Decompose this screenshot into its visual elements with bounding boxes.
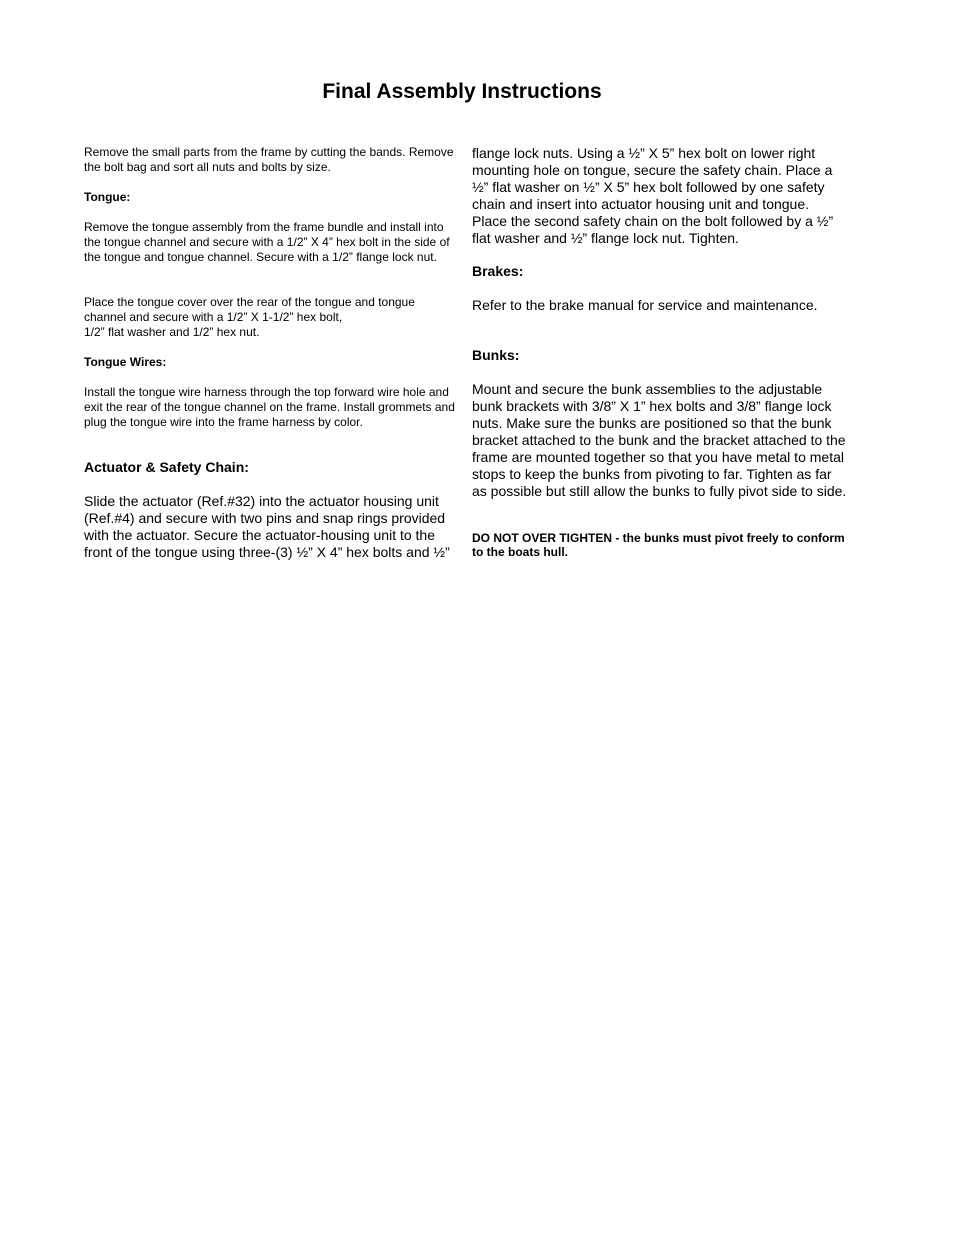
tongue-cover-paragraph — [84, 295, 456, 340]
actuator-heading: Actuator & Safety Chain: — [84, 459, 249, 475]
warning-note: DO NOT OVER TIGHTEN - the bunks must pivot freely to conform to the boats hull. — [472, 531, 845, 559]
tongue-cover-line: 1/2” flat washer and 1/2” hex nut. — [84, 325, 260, 339]
actuator-paragraph-continued: flange lock nuts. Using a ½” X 5” hex bolt on lower right mounting hole on tongue, secure the safety chain. Place a ½” flat washer on ½” X 5” hex bolt followed by one safety chain and insert into actuator housing unit and tongue. Place the second safety chain on the bolt followed by a ½” flat washer and ½” flange lock nut. Tighten. — [472, 145, 834, 246]
page-title: Final Assembly Instructions — [322, 80, 602, 103]
tongue-cover-line: Place the tongue cover over the rear of the tongue and tongue channel and secure with a 1/2” X 1-1/2” hex bolt, — [84, 295, 415, 324]
bunks-heading: Bunks: — [472, 347, 520, 363]
brakes-paragraph: Refer to the brake manual for service and maintenance. — [472, 297, 818, 313]
intro-paragraph: Remove the small parts from the frame by cutting the bands. Remove the bolt bag and sort all nuts and bolts by size. — [84, 145, 454, 174]
tongue-paragraph: Remove the tongue assembly from the frame bundle and install into the tongue channel and secure with a 1/2” X 4” hex bolt in the side of the tongue and tongue channel. Secure with a 1/2” flange lock nut. — [84, 220, 450, 264]
brakes-heading: Brakes: — [472, 263, 524, 279]
tongue-wires-paragraph: Install the tongue wire harness through the top forward wire hole and exit the rear of the tongue channel on the frame. Install grommets and plug the tongue wire into the frame harness by color. — [84, 385, 455, 429]
actuator-paragraph: Slide the actuator (Ref.#32) into the actuator housing unit (Ref.#4) and secure with two pins and snap rings provided with the actuator. Secure the actuator-housing unit to the front of the tongue using three-(3) ½” X 4” hex bolts and ½” — [84, 493, 450, 560]
bunks-paragraph: Mount and secure the bunk assemblies to the adjustable bunk brackets with 3/8” X 1” hex bolts and 3/8” flange lock nuts. Make sure the bunks are positioned so that the bunk bracket attached to the bunk and the bracket attached to the frame are mounted together so that you have metal to metal stops to keep the bunks from pivoting to far. Tighten as far as possible but still allow the bunks to fully pivot side to side. — [472, 381, 847, 499]
tongue-wires-heading: Tongue Wires: — [84, 355, 167, 369]
tongue-heading: Tongue: — [84, 190, 131, 204]
